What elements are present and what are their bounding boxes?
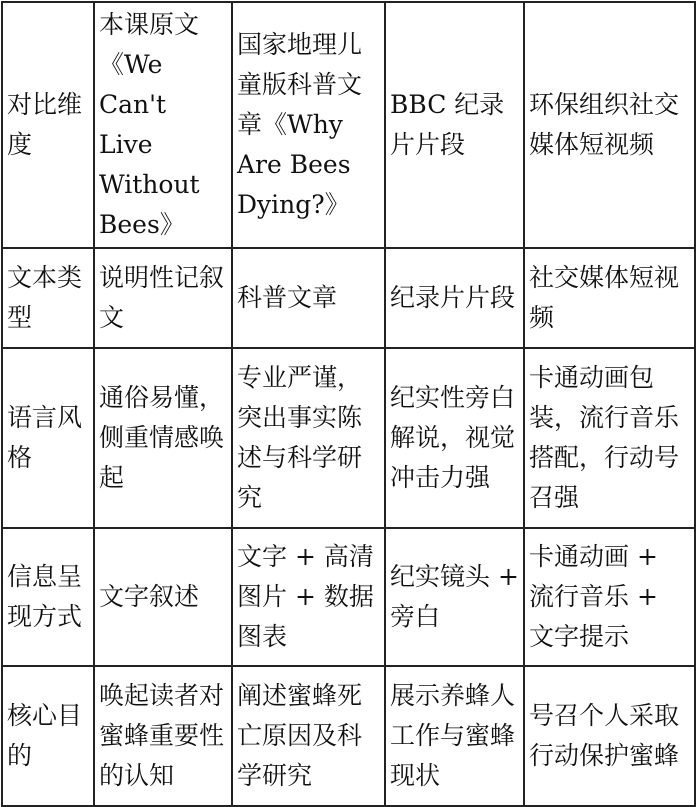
table-cell: 专业严谨，突出事实陈述与科学研究 [232, 348, 385, 528]
row-label-presentation: 信息呈现方式 [2, 528, 94, 666]
table-cell: 社交媒体短视频 [524, 248, 695, 348]
table-cell: 阐述蜜蜂死亡原因及科学研究 [232, 666, 385, 806]
table-cell: 纪录片片段 [385, 248, 524, 348]
table-cell: 号召个人采取行动保护蜜蜂 [524, 666, 695, 806]
table-cell: 卡通动画包装，流行音乐搭配，行动号召强 [524, 348, 695, 528]
header-cell-social-video: 环保组织社交媒体短视频 [524, 2, 695, 248]
header-cell-dimension: 对比维度 [2, 2, 94, 248]
table-row [2, 348, 695, 528]
table-cell: 通俗易懂，侧重情感唤起 [94, 348, 232, 528]
table-cell: 卡通动画 + 流行音乐 + 文字提示 [524, 528, 695, 666]
comparison-table [1, 1, 696, 807]
row-label-text-type: 文本类型 [2, 248, 94, 348]
table-cell: 纪实性旁白解说，视觉冲击力强 [385, 348, 524, 528]
row-label-language-style: 语言风格 [2, 348, 94, 528]
header-cell-natgeo-article: 国家地理儿童版科普文章《Why Are Bees Dying?》 [232, 2, 385, 248]
header-cell-bbc-documentary: BBC 纪录片片段 [385, 2, 524, 248]
table-cell: 展示养蜂人工作与蜜蜂现状 [385, 666, 524, 806]
table-cell: 说明性记叙文 [94, 248, 232, 348]
table-cell: 文字 + 高清图片 + 数据图表 [232, 528, 385, 666]
table-row [2, 528, 695, 666]
table-cell: 文字叙述 [94, 528, 232, 666]
table-row [2, 248, 695, 348]
row-label-core-purpose: 核心目的 [2, 666, 94, 806]
table-row [2, 666, 695, 806]
table-cell: 科普文章 [232, 248, 385, 348]
header-cell-original-text: 本课原文《We Can't Live Without Bees》 [94, 2, 232, 248]
table-cell: 唤起读者对蜜蜂重要性的认知 [94, 666, 232, 806]
table-cell: 纪实镜头 + 旁白 [385, 528, 524, 666]
table-header-row [2, 2, 695, 248]
